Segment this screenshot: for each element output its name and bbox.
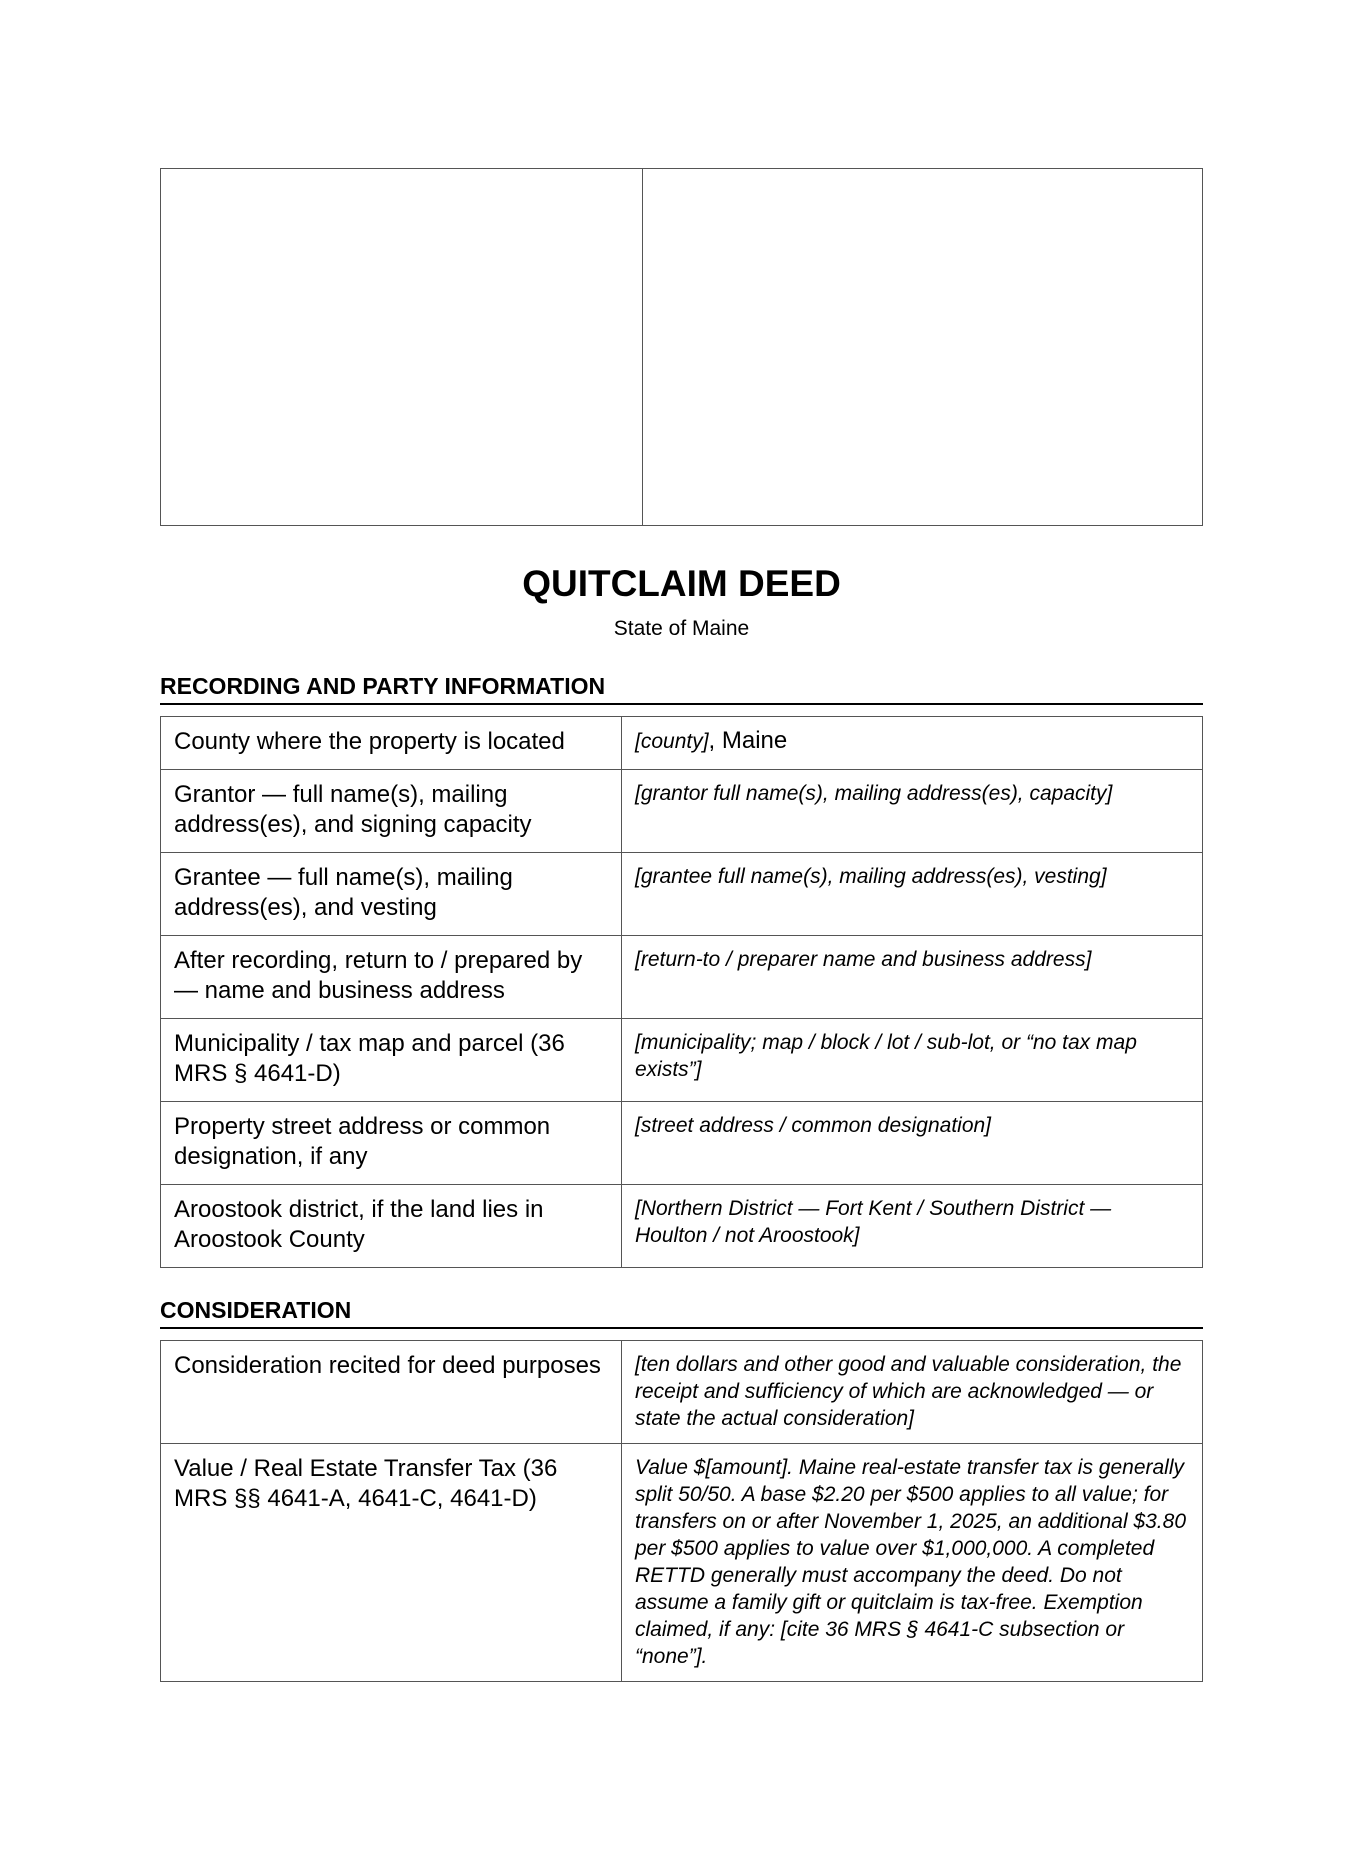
table-row bbox=[161, 853, 1203, 936]
field-label: Municipality / tax map and parcel (36 MRS § 4641-D) bbox=[161, 1019, 622, 1102]
field-value[interactable]: [street address / common designation] bbox=[622, 1102, 1203, 1185]
field-value[interactable] bbox=[622, 717, 1203, 770]
deed-page bbox=[160, 168, 1203, 1682]
field-value-suffix: , Maine bbox=[708, 727, 788, 754]
table-row bbox=[161, 1341, 1203, 1444]
consideration-table bbox=[160, 1340, 1203, 1682]
recording-box-right bbox=[643, 169, 1202, 525]
field-value[interactable]: [municipality; map / block / lot / sub-lot, or “no tax map exists”] bbox=[622, 1019, 1203, 1102]
document-title: QUITCLAIM DEED bbox=[522, 563, 841, 604]
section-heading-recording: RECORDING AND PARTY INFORMATION bbox=[160, 672, 1203, 705]
table-row bbox=[161, 936, 1203, 1019]
recording-party-table bbox=[160, 716, 1203, 1268]
field-label: County where the property is located bbox=[161, 717, 622, 770]
field-value[interactable]: [return-to / preparer name and business address] bbox=[622, 936, 1203, 1019]
table-row bbox=[161, 1019, 1203, 1102]
field-value[interactable]: [ten dollars and other good and valuable consideration, the receipt and sufficiency of which are acknowledged — or state the actual consideration] bbox=[622, 1341, 1203, 1444]
field-label: Consideration recited for deed purposes bbox=[161, 1341, 622, 1444]
document-subtitle: State of Maine bbox=[613, 617, 750, 640]
table-row bbox=[161, 1185, 1203, 1268]
field-label: Aroostook district, if the land lies in Aroostook County bbox=[161, 1185, 622, 1268]
field-label: Grantor — full name(s), mailing address(es), and signing capacity bbox=[161, 770, 622, 853]
field-placeholder: [county] bbox=[635, 730, 709, 753]
table-row bbox=[161, 1102, 1203, 1185]
section-heading-consideration: CONSIDERATION bbox=[160, 1296, 1203, 1329]
table-row bbox=[161, 770, 1203, 853]
field-value[interactable]: [grantor full name(s), mailing address(es), capacity] bbox=[622, 770, 1203, 853]
field-label: After recording, return to / prepared by — name and business address bbox=[161, 936, 622, 1019]
table-row bbox=[161, 1444, 1203, 1682]
field-label: Value / Real Estate Transfer Tax (36 MRS §§ 4641-A, 4641-C, 4641-D) bbox=[161, 1444, 622, 1682]
field-label: Property street address or common designation, if any bbox=[161, 1102, 622, 1185]
field-value[interactable]: [Northern District — Fort Kent / Southern District — Houlton / not Aroostook] bbox=[622, 1185, 1203, 1268]
recording-box-left bbox=[161, 169, 643, 525]
field-value[interactable]: [grantee full name(s), mailing address(es), vesting] bbox=[622, 853, 1203, 936]
table-row bbox=[161, 717, 1203, 770]
field-value[interactable]: Value $[amount]. Maine real-estate transfer tax is generally split 50/50. A base $2.20 per $500 applies to all value; for transfers on or after November 1, 2025, an additional $3.80 per $500 applies to value over $1,000,000. A completed RETTD generally must accompany the deed. Do not assume a family gift or quitclaim is tax-free. Exemption claimed, if any: [cite 36 MRS § 4641-C subsection or “none”]. bbox=[622, 1444, 1203, 1682]
recording-stamp-box bbox=[160, 168, 1203, 526]
field-label: Grantee — full name(s), mailing address(es), and vesting bbox=[161, 853, 622, 936]
